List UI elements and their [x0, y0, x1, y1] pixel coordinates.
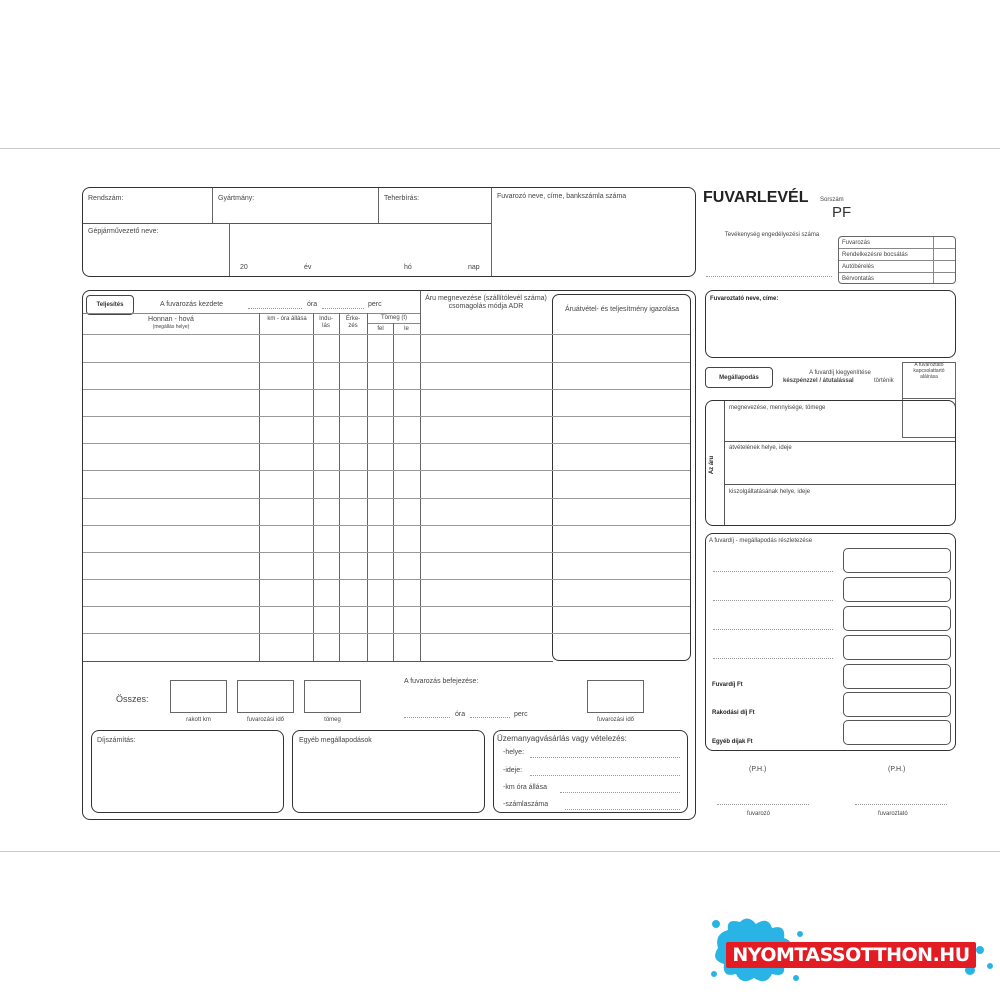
table-row[interactable]	[83, 443, 553, 444]
customer-label: Fuvaroztató neve, címe:	[710, 296, 779, 302]
kind-fuvarozas: Fuvarozás	[842, 240, 871, 246]
table-row[interactable]	[83, 334, 553, 335]
col-receive-header: Áruátvétel- és teljesítmény igazolása	[565, 306, 679, 313]
receipt-row-line	[553, 389, 690, 390]
end-label: A fuvarozás befejezése:	[404, 678, 479, 685]
fuel-km: -km óra állása	[503, 784, 547, 791]
kind-rendelkezes: Rendelkezésre bocsátás	[842, 252, 908, 258]
fee-field-1[interactable]	[843, 548, 951, 573]
serial-label: Sorszám	[820, 197, 844, 203]
cargo-row-2: átvételének helye, ideje	[729, 445, 792, 451]
receipt-row-line	[553, 362, 690, 363]
fuel-place: -helye:	[503, 749, 525, 756]
agreement-tag: Megállapodás	[705, 367, 773, 388]
load-capacity-label: Teherbírás:	[384, 195, 420, 202]
date-year: 20	[240, 264, 248, 271]
fuel-title: Üzemanyagvásárlás vagy vételezés:	[497, 734, 627, 743]
receipt-row-line	[553, 416, 690, 417]
make-label: Gyártmány:	[218, 195, 255, 202]
col-goods-header: Áru megnevezése (szállítólevél száma) csomagolás módja ADR	[425, 295, 547, 311]
fee-title: A fuvardíj - megállapodás részletezése	[709, 538, 813, 544]
date-nap: nap	[468, 264, 480, 271]
sum-weight-label: tömeg	[324, 717, 341, 723]
sum-time-box[interactable]	[237, 680, 294, 713]
driver-label: Gépjárművezető neve:	[88, 228, 159, 235]
col-dep-header: Indu- lás	[319, 316, 333, 329]
transport-time-label: fuvarozási idő	[596, 717, 635, 723]
date-ev: év	[304, 264, 312, 271]
table-row[interactable]	[83, 362, 553, 363]
signature-carrier: fuvarozó	[747, 811, 771, 817]
egyeb-label: Egyéb díjak Ft	[712, 739, 753, 745]
table-row[interactable]	[83, 606, 553, 607]
table-row[interactable]	[83, 416, 553, 417]
cargo-side-label: Az áru	[709, 455, 716, 475]
total-label: Összes:	[116, 694, 149, 704]
col-from-header: Honnan - hová	[148, 316, 194, 323]
table-row[interactable]	[83, 470, 553, 471]
receipt-row-line	[553, 606, 690, 607]
fuvardij-label: Fuvardíj Ft	[712, 682, 743, 688]
receipt-row-line	[553, 470, 690, 471]
table-row[interactable]	[83, 633, 553, 634]
start-label: A fuvarozás kezdete	[160, 301, 224, 308]
cargo-box	[705, 400, 956, 526]
col-arr-header: Érke- zés	[345, 316, 361, 329]
receipt-row-line	[553, 498, 690, 499]
end-perc: perc	[514, 711, 528, 718]
rakodasi-label: Rakodási díj Ft	[712, 710, 755, 716]
date-ho: hó	[404, 264, 412, 271]
plate-label: Rendszám:	[88, 195, 124, 202]
fuel-invoice: -számlaszáma	[503, 801, 549, 808]
receipt-row-line	[553, 579, 690, 580]
watermark-text: NYOMTASSOTTHON.HU	[732, 944, 970, 966]
sum-time-label: fuvarozási idő	[246, 717, 285, 723]
sum-km-box[interactable]	[170, 680, 227, 713]
col-weight-header: Tömeg (t)	[380, 315, 407, 321]
table-row[interactable]	[83, 525, 553, 526]
fee-field-2[interactable]	[843, 577, 951, 602]
col-le-header: le	[404, 326, 409, 332]
table-row[interactable]	[83, 579, 553, 580]
end-ora: óra	[455, 711, 466, 718]
cargo-row-1: megnevezése, mennyisége, tömege	[729, 405, 826, 411]
receipt-row-line	[553, 443, 690, 444]
settlement-label: Díjszámítás:	[97, 737, 136, 744]
receipt-row-line	[553, 552, 690, 553]
fee-field-3[interactable]	[843, 606, 951, 631]
kind-bervontatas: Bérvontatás	[842, 276, 875, 282]
carrier-label: Fuvarozó neve, címe, bankszámla száma	[497, 193, 627, 200]
payment-text-1: A fuvardíj kiegyenlítése	[809, 370, 871, 376]
fee-field-5[interactable]	[843, 664, 951, 689]
sum-weight-box[interactable]	[304, 680, 361, 713]
col-km-header: km - óra állása	[267, 316, 307, 322]
kind-autoberles: Autóbérelés	[842, 264, 875, 270]
other-agreements-label: Egyéb megállapodások	[299, 737, 372, 744]
watermark-logo	[708, 912, 998, 996]
contact-note: A fuvaroztató kapcsolattartó aláírása	[913, 362, 945, 380]
col-fel-header: fel	[377, 326, 384, 332]
section-tag: Teljesítés	[86, 295, 134, 315]
fee-field-7[interactable]	[843, 720, 951, 745]
start-ora: óra	[307, 301, 318, 308]
stamp-carrier: (P.H.)	[749, 766, 767, 773]
stamp-customer: (P.H.)	[888, 766, 906, 773]
fuel-time: -ideje:	[503, 767, 523, 774]
table-row[interactable]	[83, 552, 553, 553]
form-title: FUVARLEVÉL	[703, 189, 809, 206]
sum-km-label: rakott km	[186, 717, 211, 723]
col-from-sub: (megállás helye)	[152, 324, 190, 330]
receipt-row-line	[553, 633, 690, 634]
payment-text-3: történik	[874, 378, 894, 384]
permit-label: Tevékenység engedélyezési száma	[724, 232, 820, 238]
receipt-row-line	[553, 334, 690, 335]
table-row[interactable]	[83, 498, 553, 499]
signature-customer: fuvaroztató	[878, 811, 908, 817]
payment-text-2: készpénzzel / átutalással	[783, 378, 854, 384]
table-row[interactable]	[83, 389, 553, 390]
fee-field-6[interactable]	[843, 692, 951, 717]
cargo-row-3: kiszolgáltatásának helye, ideje	[729, 489, 811, 495]
fee-field-4[interactable]	[843, 635, 951, 660]
start-perc: perc	[368, 301, 382, 308]
transport-time-box[interactable]	[587, 680, 644, 713]
receipt-row-line	[553, 525, 690, 526]
serial-prefix: PF	[832, 204, 852, 221]
